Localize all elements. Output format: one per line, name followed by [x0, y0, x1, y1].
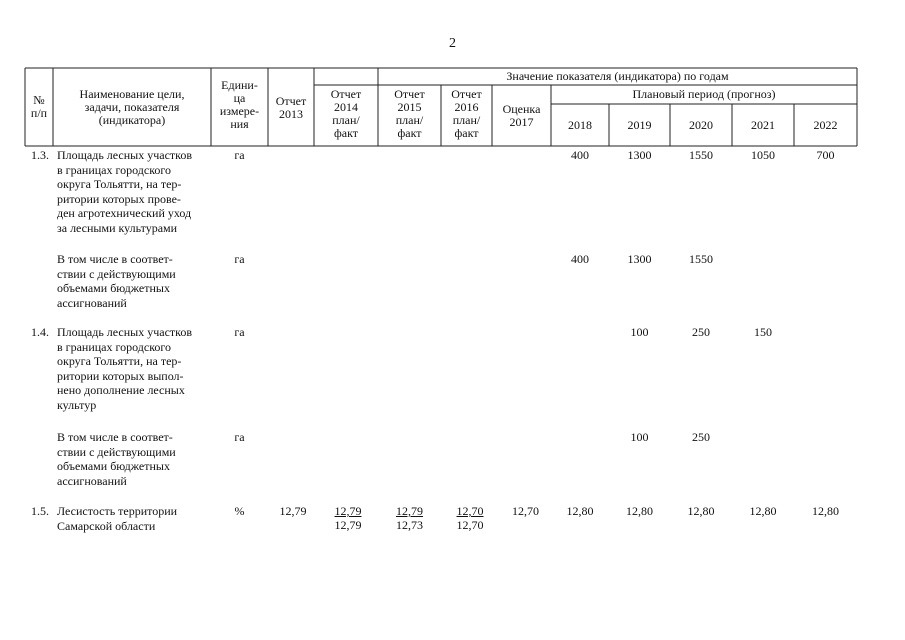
value-2021: 12,80 [749, 504, 777, 518]
value-2016-plan: 12,70 [456, 504, 484, 518]
row-unit: га [234, 148, 245, 162]
header-year-2022: 2022 [813, 118, 838, 132]
value-2013: 12,79 [279, 504, 307, 518]
header-year-2019: 2019 [627, 118, 652, 132]
value-2019: 100 [630, 325, 649, 339]
value-2020: 1550 [689, 148, 713, 162]
row-unit: га [234, 430, 245, 444]
value-2020: 250 [692, 430, 710, 444]
value-2018: 12,80 [566, 504, 594, 518]
value-2014-plan: 12,79 [334, 504, 362, 518]
value-2015-fact: 12,73 [396, 518, 423, 532]
header-report-2014: Отчет 2014 план/ факт [330, 87, 362, 140]
row-name: Площадь лесных участков в границах городского округа Тольятти, на тер- ритории которых выпол- нено дополнение лесных культур [57, 325, 193, 412]
row-number: 1.3. [31, 148, 49, 162]
value-2021: 150 [754, 325, 772, 339]
header-report-2016: Отчет 2016 план/ факт [451, 87, 482, 140]
value-2019: 100 [630, 430, 649, 444]
header-num: № п/п [30, 93, 48, 120]
value-2020: 1550 [689, 252, 713, 266]
value-2018: 400 [571, 252, 589, 266]
header-unit: Едини- ца измере- ния [219, 78, 260, 131]
row-number: 1.5. [31, 504, 49, 518]
header-estimate-2017: Оценка 2017 [502, 102, 541, 129]
value-2018: 400 [571, 148, 589, 162]
page-number: 2 [449, 36, 456, 51]
value-2015-plan: 12,79 [396, 504, 423, 518]
header-plan-group: Плановый период (прогноз) [632, 87, 776, 101]
row-name: Лесистость территории Самарской области [57, 504, 178, 533]
value-2020: 12,80 [687, 504, 715, 518]
row-name: В том числе в соответ- ствии с действующими объемами бюджетных ассигнований [57, 252, 176, 310]
value-2019: 1300 [627, 148, 652, 162]
row-number: 1.4. [31, 325, 49, 339]
value-2014-fact: 12,79 [334, 518, 362, 532]
row-name: В том числе в соответ- ствии с действующими объемами бюджетных ассигнований [57, 430, 176, 488]
row-unit: % [234, 504, 245, 518]
value-2022: 700 [816, 148, 835, 162]
value-2020: 250 [692, 325, 710, 339]
header-values-group: Значение показателя (индикатора) по годам [506, 69, 729, 83]
header-report-2015: Отчет 2015 план/ факт [394, 87, 425, 140]
value-2021: 1050 [751, 148, 775, 162]
value-2017-estimate: 12,70 [512, 504, 539, 518]
value-2019: 12,80 [626, 504, 653, 518]
header-year-2020: 2020 [689, 118, 713, 132]
value-2022: 12,80 [812, 504, 839, 518]
header-report-2013: Отчет 2013 [275, 94, 307, 121]
row-unit: га [234, 325, 245, 339]
value-2019: 1300 [627, 252, 652, 266]
header-name: Наименование цели, задачи, показателя (индикатора) [79, 87, 185, 127]
row-name: Площадь лесных участков в границах городского округа Тольятти, на тер- ритории которых прове- ден агротехнический уход за лесными культурами [57, 148, 193, 235]
header-year-2018: 2018 [568, 118, 592, 132]
value-2016-fact: 12,70 [456, 518, 484, 532]
header-year-2021: 2021 [751, 118, 775, 132]
row-unit: га [234, 252, 245, 266]
